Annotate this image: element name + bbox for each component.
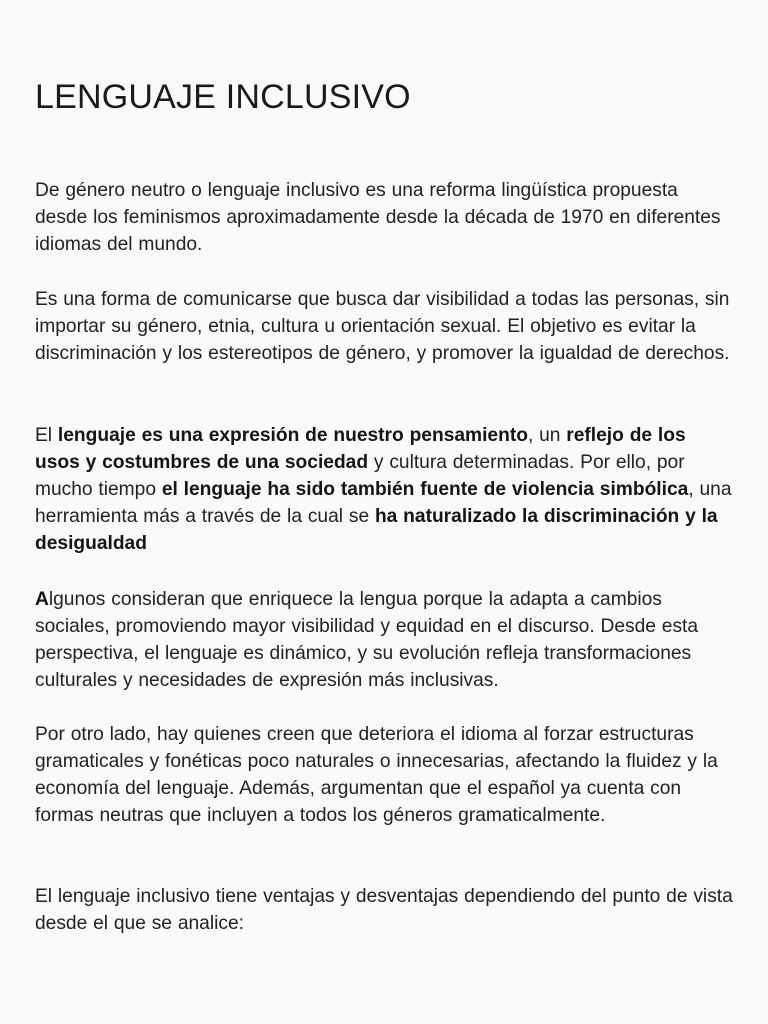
paragraph-text: , un <box>527 425 567 446</box>
paragraph-text: lgunos consideran que enriquece la lengua porque la adapta a cambios sociales, promoviendo mayor visibilidad y equidad en el discurso. Desde esta perspectiva, el lenguaje es dinámico, y su evolución refleja transformaciones culturales y necesidades de expresión más inclusivas. <box>35 589 699 691</box>
paragraph-6 <box>35 883 735 937</box>
paragraph-text: De género neutro o lenguaje inclusivo es una reforma lingüística propuesta desde los feminismos aproximadamente desde la década de 1970 en diferentes idiomas del mundo. <box>35 180 721 255</box>
paragraph-text: El <box>35 425 58 446</box>
paragraph-3 <box>35 422 735 557</box>
bold-phrase: lenguaje es una expresión de nuestro pensamiento <box>57 425 528 446</box>
bold-phrase: ha naturalizado la discriminación y la desigualdad <box>35 506 718 554</box>
paragraph-4 <box>35 586 735 694</box>
page-title: LENGUAJE INCLUSIVO <box>35 78 411 116</box>
paragraph-5 <box>35 721 735 829</box>
paragraph-text: Por otro lado, hay quienes creen que deteriora el idioma al forzar estructuras gramaticales y fonéticas poco naturales o innecesarias, afectando la fluidez y la economía del lenguaje. Además, argumentan que el español ya cuenta con formas neutras que incluyen a todos los géneros gramaticalmente. <box>35 724 718 826</box>
paragraph-2 <box>35 286 735 367</box>
paragraph-text: El lenguaje inclusivo tiene ventajas y desventajas dependiendo del punto de vista desde el que se analice: <box>35 886 733 934</box>
bold-phrase: reflejo de los usos y costumbres de una sociedad <box>35 425 686 473</box>
paragraph-text: , una herramienta más a través de la cual se <box>35 479 732 527</box>
paragraph-1 <box>35 177 735 258</box>
bold-initial: A <box>35 589 49 610</box>
paragraph-text: y cultura determinadas. Por ello, por mucho tiempo <box>35 452 685 500</box>
document-page <box>35 0 735 1024</box>
paragraph-text: Es una forma de comunicarse que busca dar visibilidad a todas las personas, sin importar su género, etnia, cultura u orientación sexual. El objetivo es evitar la discriminación y los estereotipos de género, y promover la igualdad de derechos. <box>35 289 730 364</box>
bold-phrase: el lenguaje ha sido también fuente de violencia simbólica <box>161 479 689 500</box>
